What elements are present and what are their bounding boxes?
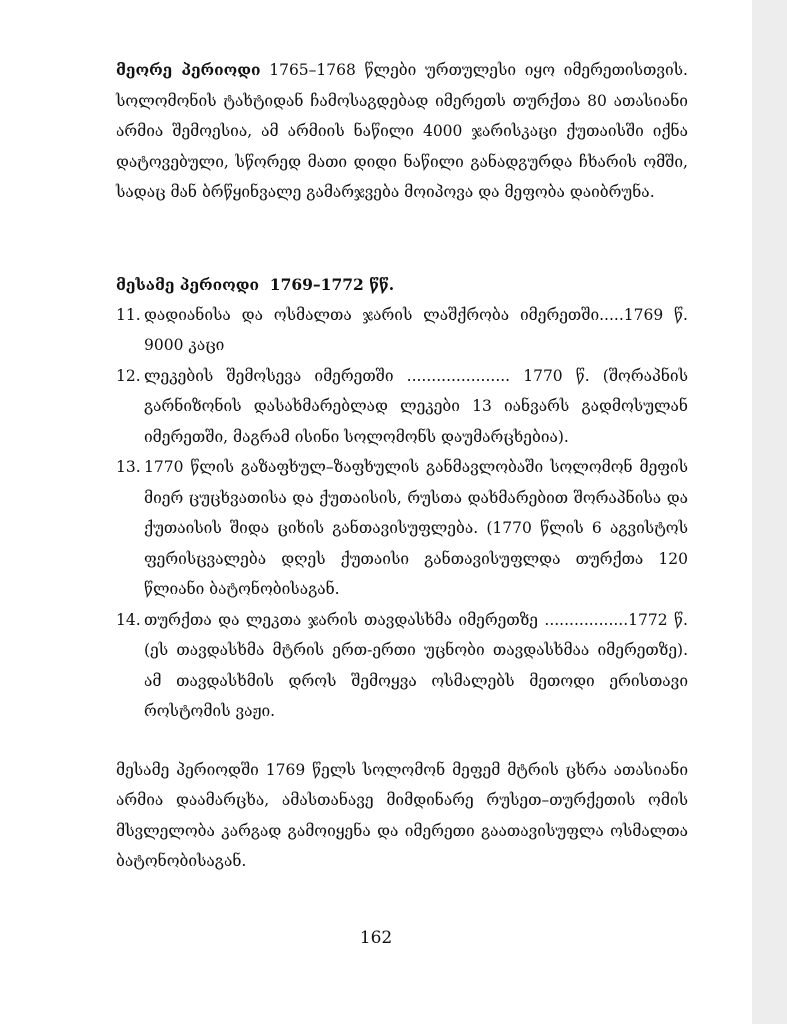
period-two-lead: მეორე პერიოდი bbox=[116, 60, 261, 79]
page-number: 162 bbox=[359, 928, 393, 948]
period-three-summary: მესამე პერიოდში 1769 წელს სოლომონ მეფემ მტრის ცხრა ათასიანი არმია დაამარცხა, ამასთანავე მიმდინარე რუსეთ–თურქეთის ომის მსვლელობა კარგად გამოიყენა და იმერეთი გაათავისუფლა ოსმალთა ბატონობისაგან. bbox=[116, 760, 688, 870]
list-item-text: 1770 წლის გაზაფხულ–ზაფხულის განმავლობაში სოლომონ მეფის მიერ ცუცხვათისა და ქუთაისის, რუსთა დახმარებით შორაპნისა და ქუთაისის შიდა ციხის განთავისუფლება. (1770 წლის 6 აგვისტოს ფერისცვალება დღეს ქუთაისი განთავისუფლდა თურქთა 120 წლიანი ბატონობისაგან. bbox=[144, 458, 688, 598]
events-list bbox=[116, 300, 688, 727]
list-item bbox=[116, 605, 688, 727]
list-item-number: 11. bbox=[116, 305, 141, 324]
list-item-number: 12. bbox=[116, 366, 141, 385]
list-item-text: თურქთა და ლეკთა ჯარის თავდასხმა იმერეთზე .................1772 წ. (ეს თავდასხმა მტრის ერთ-ერთი უცნობი თავდასხმაა იმერეთზე). ამ თავდასხმის დროს შემოყვა ოსმალებს მეთოდი ერისთავი როსტომის ვაჟი. bbox=[144, 610, 688, 720]
list-item-text: დადიანისა და ოსმალთა ჯარის ლაშქრობა იმერეთში.....1769 წ. 9000 კაცი bbox=[144, 305, 688, 354]
viewer-gutter bbox=[752, 0, 787, 1024]
period-three-title: მესამე პერიოდი bbox=[116, 274, 259, 294]
period-three-heading bbox=[116, 270, 688, 300]
period-two-paragraph bbox=[116, 55, 688, 208]
period-two-text: 1765–1768 წლები ურთულესი იყო იმერეთისთვის. სოლომონის ტახტიდან ჩამოსაგდებად იმერეთს თურქთა 80 ათასიანი არმია შემოესია, ამ არმიის ნაწილი 4000 ჯარისკაცი ქუთაისში იქნა დატოვებული, სწორედ მათი დიდი ნაწილი განადგურდა ჩხარის ომში, სადაც მან ბრწყინვალე გამარჯვება მოიპოვა და მეფობა დაიბრუნა. bbox=[116, 61, 688, 201]
list-item-text: ლეკების შემოსევა იმერეთში ..................... 1770 წ. (შორაპნის გარნიზონის დასახმარებლად ლეკები 13 იანვარს გადმოსულან იმერეთში, მაგრამ ისინი სოლომონს დაუმარცხებია). bbox=[144, 366, 688, 446]
list-item-number: 13. bbox=[116, 458, 141, 476]
list-item bbox=[116, 452, 688, 605]
list-item-number: 14. bbox=[116, 610, 141, 629]
list-item bbox=[116, 361, 688, 453]
period-three-years: 1769–1772 წწ. bbox=[269, 274, 395, 294]
page-content bbox=[116, 55, 688, 877]
list-item bbox=[116, 300, 688, 361]
